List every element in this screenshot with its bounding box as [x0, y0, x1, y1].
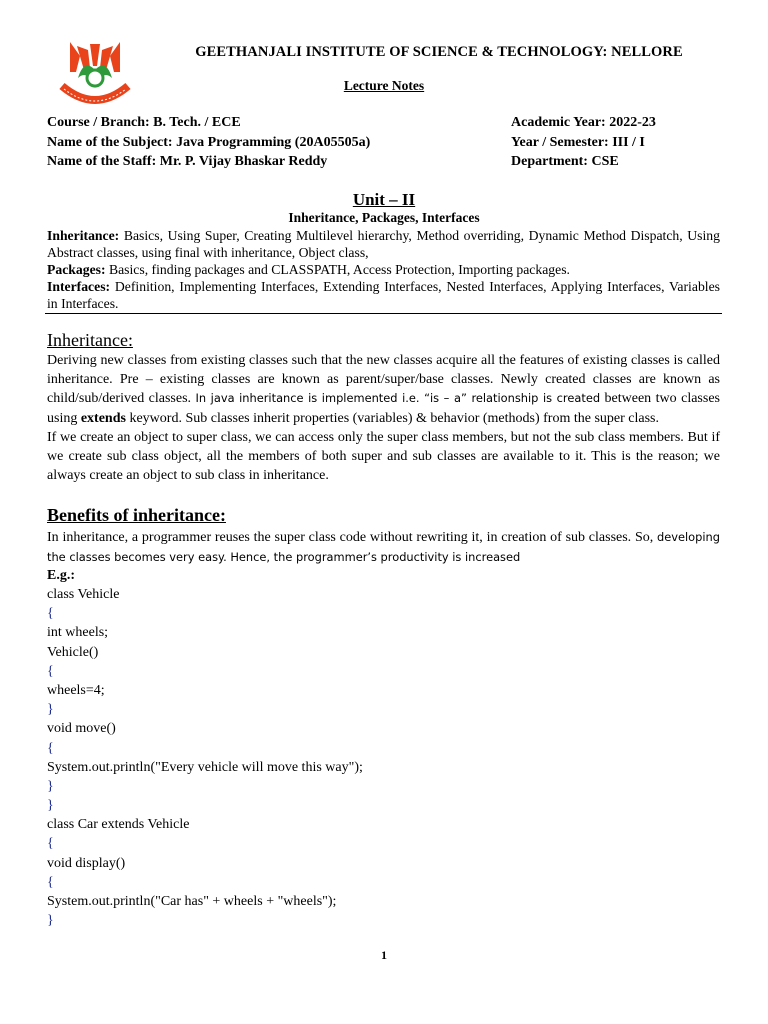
- code-line: {: [47, 740, 54, 756]
- department: Department: CSE: [511, 154, 619, 169]
- divider: [45, 313, 722, 314]
- year-semester: Year / Semester: III / I: [511, 134, 645, 150]
- code-line: void display(): [47, 855, 126, 871]
- lecture-notes-title: Lecture Notes: [343, 78, 425, 93]
- code-line: }: [47, 798, 54, 814]
- code-line: {: [47, 836, 54, 852]
- course-info: [47, 113, 370, 172]
- code-line: {: [47, 663, 54, 679]
- text-run: In java inheritance is implemented i.e. “is – a” relationship is created: [195, 391, 601, 406]
- code-line: void move(): [47, 721, 116, 737]
- extends-keyword: extends: [80, 410, 126, 426]
- code-example: [47, 585, 363, 930]
- benefits-paragraph: [47, 528, 720, 567]
- benefits-heading: Benefits of inheritance:: [47, 505, 226, 525]
- code-line: {: [47, 606, 54, 622]
- syllabus-label: Interfaces:: [47, 279, 111, 294]
- syllabus-label: Packages:: [47, 262, 106, 277]
- code-line: System.out.println("Car has" + wheels + "wheels");: [47, 894, 337, 909]
- syllabus-text: Basics, Using Super, Creating Multilevel hierarchy, Method overriding, Dynamic Method Dispatch, Using Abstract classes, using final with inheritance, Object class,: [47, 228, 720, 260]
- text-run: developing the classes becomes very easy. Hence, the programmer’s productivity is increased: [47, 530, 720, 564]
- text-run: In inheritance, a programmer reuses the super class code without rewriting it, in creation of sub classes. So,: [47, 530, 658, 545]
- code-line: class Car extends Vehicle: [47, 817, 190, 833]
- page-number: 1: [381, 948, 387, 962]
- inheritance-paragraph-2: If we create an object to super class, we can access only the super class members, but not the sub class members. But if we create sub class object, all the members of both super and sub classes are available to it. This is the reason; we always create an object to sub class in inheritance.: [47, 429, 720, 484]
- course-branch: Course / Branch: B. Tech. / ECE: [47, 115, 241, 130]
- institute-name: GEETHANJALI INSTITUTE OF SCIENCE & TECHNOLOGY: NELLORE: [195, 44, 683, 60]
- academic-year: Academic Year: 2022-23: [511, 115, 656, 130]
- syllabus: [47, 227, 720, 312]
- code-line: {: [47, 874, 54, 890]
- text-run: Deriving new classes from existing classes such that the new classes acquire all the features of existing classes is called inheritance. Pre – existing classes are known as parent/super/base classes. Newly created classes are known as child/sub/derived classes.: [47, 353, 720, 407]
- syllabus-text: Definition, Implementing Interfaces, Extending Interfaces, Nested Interfaces, Applying Interfaces, Variables in Interfaces.: [47, 279, 720, 311]
- syllabus-label: Inheritance:: [47, 228, 120, 243]
- term-info: [511, 113, 656, 172]
- staff-name: Name of the Staff: Mr. P. Vijay Bhaskar Reddy: [47, 154, 328, 169]
- code-line: wheels=4;: [47, 682, 105, 698]
- code-line: System.out.println("Every vehicle will move this way");: [47, 759, 363, 775]
- text-run: keyword. Sub classes inherit properties (variables) & behavior (methods) from the super class.: [125, 410, 659, 426]
- inheritance-body: [47, 351, 720, 485]
- code-line: }: [47, 778, 54, 794]
- code-line: Vehicle(): [47, 644, 99, 660]
- syllabus-inheritance: [47, 227, 720, 261]
- syllabus-text: Basics, finding packages and CLASSPATH, Access Protection, Importing packages.: [105, 262, 570, 277]
- inheritance-heading: Inheritance:: [47, 330, 133, 350]
- benefits-body: [47, 528, 720, 567]
- subject-name: Name of the Subject: Java Programming (20A05505a): [47, 134, 371, 150]
- code-line: class Vehicle: [47, 587, 120, 602]
- example-label: E.g.:: [47, 568, 75, 583]
- inheritance-paragraph-1: [47, 351, 720, 428]
- code-line: int wheels;: [47, 625, 109, 641]
- unit-title: Unit – II: [352, 190, 416, 209]
- syllabus-packages: [47, 261, 720, 278]
- code-line: }: [47, 702, 54, 718]
- institute-logo: [50, 42, 140, 106]
- syllabus-interfaces: [47, 278, 720, 312]
- code-line: }: [47, 913, 54, 929]
- unit-subtitle: Inheritance, Packages, Interfaces: [288, 210, 480, 225]
- text-run: between two classes using: [47, 391, 720, 426]
